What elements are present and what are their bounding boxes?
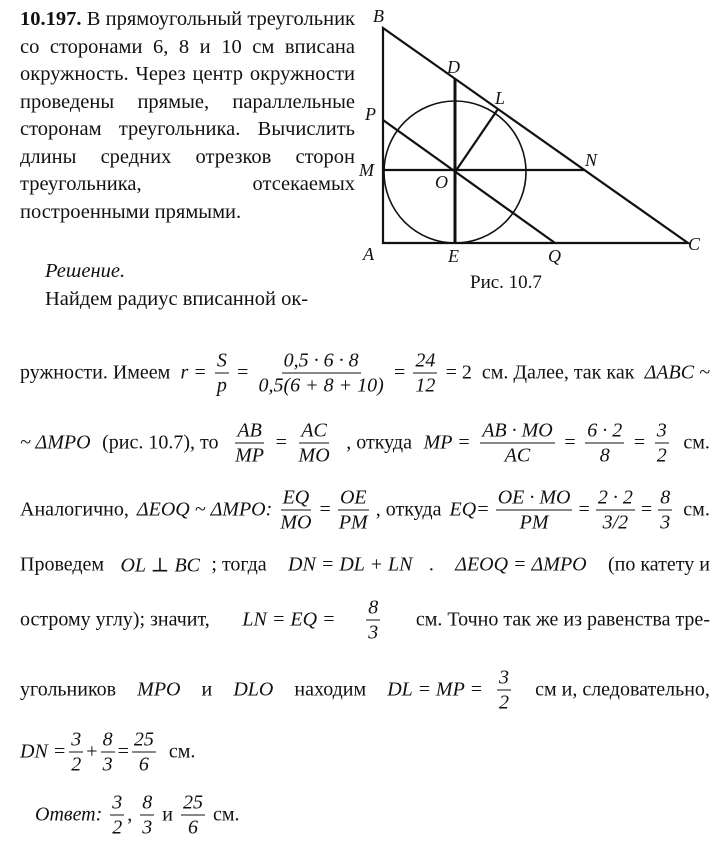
numerator: 8 [102, 728, 113, 751]
solution-line [20, 791, 710, 840]
label-e: E [448, 246, 459, 266]
fraction [278, 486, 313, 535]
numerator: AB [237, 419, 262, 442]
text-segment: см. [208, 803, 240, 826]
numerator: 3 [112, 791, 123, 814]
math-expression: MPO [137, 678, 181, 701]
text-segment: = [633, 431, 646, 454]
numerator: OE [339, 486, 367, 509]
text-segment: = [275, 431, 287, 454]
math-expression: ΔEOQ = ΔMPO [455, 553, 587, 576]
text-segment: = [640, 498, 653, 521]
numerator: 3 [656, 419, 667, 442]
text-segment: = 2 см. Далее, так как [445, 361, 640, 384]
denominator: 3 [102, 753, 113, 776]
text-segment: ружности. Имеем [20, 361, 176, 384]
denominator: p [216, 374, 227, 397]
text-segment: угольников [20, 678, 127, 701]
text-segment: , [127, 803, 138, 826]
solution-line [20, 419, 710, 468]
fraction [132, 728, 156, 777]
label-o: O [435, 172, 448, 192]
math-expression: EQ= [449, 498, 490, 521]
denominator: PM [519, 511, 549, 534]
line-ol [455, 109, 498, 172]
text-segment: см и, следовательно, [525, 678, 710, 701]
text-segment: см. Точно так же из равенства тре- [410, 608, 710, 631]
fraction [658, 486, 672, 535]
solution-line [20, 349, 710, 398]
numerator: AC [301, 419, 327, 442]
denominator: 2 [656, 444, 667, 467]
math-expression: DN = DL + LN [288, 553, 413, 576]
denominator: MP [235, 444, 265, 467]
denominator: 0,5(6 + 8 + 10) [258, 374, 384, 397]
math-expression: ~ ΔMPO [20, 431, 91, 454]
fraction [257, 349, 386, 398]
text-segment: острому углу); значит, [20, 608, 215, 631]
solution-line [20, 553, 710, 578]
text-segment: (по катету и [597, 553, 710, 576]
problem-text: В прямоугольный треугольник со сторонами 6, 8 и 10 см вписана окружность. Через центр окружности проведены прямые, параллельные сторонам треугольника. Вычислить длины средних отрезков сторон треугольника, отсекаемых построенными прямыми. [20, 8, 355, 223]
fraction [297, 419, 332, 468]
text-segment: . [423, 553, 444, 576]
math-expression: r = [180, 361, 207, 384]
numerator: 2 · 2 [597, 486, 633, 509]
math-expression: Ответ: [20, 803, 108, 826]
fraction [366, 596, 380, 645]
text-segment: и [157, 803, 178, 826]
text-segment: = [393, 361, 406, 384]
triangle-abc [383, 28, 688, 243]
line-pq [383, 120, 555, 243]
denominator: PM [338, 511, 368, 534]
denominator: 2 [499, 691, 510, 714]
fraction [596, 486, 635, 535]
label-q: Q [548, 246, 561, 266]
solution-line [20, 666, 710, 715]
solution-first-line: Найдем радиус вписанной ок- [45, 288, 309, 310]
denominator: AC [504, 444, 531, 467]
fraction [181, 791, 205, 840]
denominator: 2 [112, 816, 123, 839]
fraction [140, 791, 154, 840]
numerator: OE · MO [497, 486, 571, 509]
text-segment: = [237, 361, 249, 384]
math-expression: ΔABC ~ [644, 361, 710, 384]
solution-heading: Решение. [45, 260, 126, 282]
fraction [585, 419, 624, 468]
numerator: 3 [499, 666, 510, 689]
denominator: 6 [188, 816, 198, 839]
math-expression: DLO [233, 678, 274, 701]
denominator: 8 [599, 444, 610, 467]
label-l: L [495, 88, 506, 108]
text-segment: , откуда [341, 431, 417, 454]
text-segment: Проведем [20, 553, 110, 576]
text-segment: (рис. 10.7), то [97, 431, 224, 454]
text-segment: см. [678, 431, 710, 454]
fraction [110, 791, 124, 840]
text-segment: = [564, 431, 576, 454]
text-segment: см. [158, 740, 196, 763]
denominator: 6 [138, 753, 149, 776]
fraction [215, 349, 229, 398]
numerator: EQ [282, 486, 310, 509]
denominator: 3/2 [602, 511, 629, 534]
label-c: C [688, 234, 701, 254]
text-segment: + [86, 740, 98, 763]
numerator: S [216, 349, 227, 372]
label-a: A [363, 244, 374, 264]
fraction [413, 349, 437, 398]
label-b: B [373, 6, 384, 26]
label-m: M [359, 160, 374, 180]
math-expression: LN = EQ = [242, 608, 336, 631]
denominator: 12 [415, 374, 436, 397]
fraction [496, 486, 573, 535]
text-segment: Аналогично, [20, 498, 134, 521]
numerator: 0,5 · 6 · 8 [283, 349, 359, 372]
fraction [497, 666, 511, 715]
numerator: 25 [183, 791, 203, 814]
denominator: 2 [71, 753, 82, 776]
text-segment: , откуда [375, 498, 447, 521]
denominator: 3 [142, 816, 153, 839]
numerator: AB · MO [482, 419, 553, 442]
label-n: N [585, 150, 598, 170]
text-segment: ; тогда [211, 553, 277, 576]
math-expression: DL = MP = [387, 678, 483, 701]
denominator: MO [298, 444, 330, 467]
solution-line [20, 596, 710, 645]
fraction [101, 728, 115, 777]
text-segment: и [191, 678, 223, 701]
problem-number: 10.197. [20, 8, 82, 30]
numerator: 8 [660, 486, 671, 509]
numerator: 3 [71, 728, 82, 751]
label-d: D [447, 57, 460, 77]
label-p: P [365, 104, 376, 124]
fraction [337, 486, 370, 535]
denominator: 3 [660, 511, 671, 534]
math-expression: MP = [423, 431, 471, 454]
solution-line [20, 728, 710, 777]
numerator: 8 [368, 596, 379, 619]
text-segment: = [319, 498, 331, 521]
numerator: 24 [415, 349, 436, 372]
denominator: MO [280, 511, 312, 534]
fraction [655, 419, 669, 468]
math-expression: OL ⊥ BC [120, 554, 201, 577]
math-expression: ΔEOQ ~ ΔMPO: [136, 498, 273, 521]
numerator: 8 [142, 791, 153, 814]
problem-statement [20, 6, 355, 226]
text-segment: находим [284, 678, 377, 701]
text-segment: = [117, 740, 129, 763]
text-segment: см. [678, 498, 710, 521]
fraction [480, 419, 555, 468]
fraction [233, 419, 266, 468]
denominator: 3 [368, 621, 379, 644]
solution-line [20, 486, 710, 535]
figure-caption: Рис. 10.7 [470, 272, 542, 293]
text-segment: = [578, 498, 590, 521]
numerator: 25 [133, 728, 154, 751]
fraction [69, 728, 83, 777]
triangle-figure [355, 0, 705, 270]
numerator: 6 · 2 [587, 419, 623, 442]
math-expression: DN = [20, 740, 67, 763]
